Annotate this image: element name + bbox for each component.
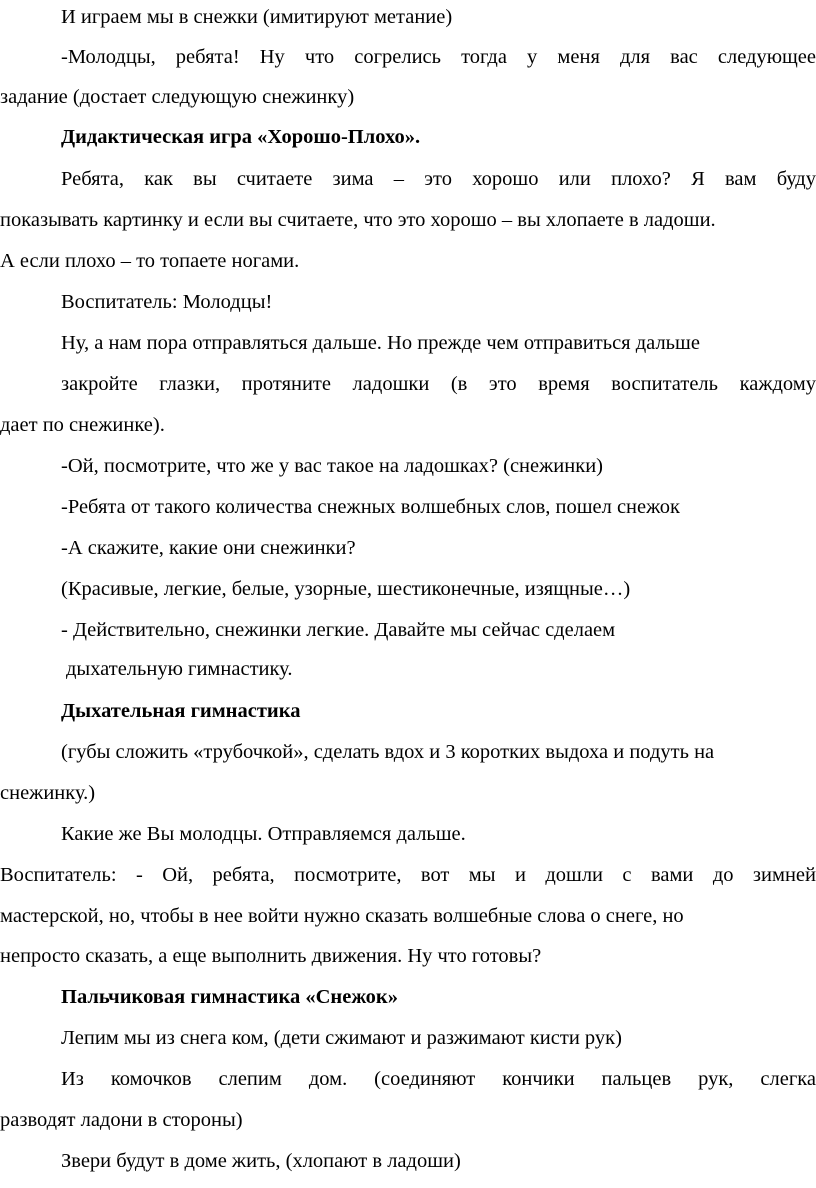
section-heading: Дидактическая игра «Хорошо-Плохо». [61,126,421,148]
text-line: разводят ладони в стороны) [0,1109,243,1131]
text-line: -Ребята от такого количества снежных волшебных слов, пошел снежок [61,496,680,518]
text-line: показывать картинку и если вы считаете, что это хорошо – вы хлопаете в ладоши. [0,209,716,231]
text-line: Воспитатель: - Ой, ребята, посмотрите, вот мы и дошли с вами до зимней [0,864,816,886]
text-line: -А скажите, какие они снежинки? [61,537,356,559]
section-heading: Пальчиковая гимнастика «Снежок» [61,986,398,1008]
text-line: снежинку.) [0,782,96,804]
text-line: Ну, а нам пора отправляться дальше. Но прежде чем отправиться дальше [61,332,700,354]
text-line: Ребята, как вы считаете зима – это хорошо или плохо? Я вам буду [61,168,816,190]
text-line: Из комочков слепим дом. (соединяют кончики пальцев рук, слегка [61,1068,816,1090]
text-line: задание (достает следующую снежинку) [0,86,355,108]
section-heading: Дыхательная гимнастика [61,700,301,722]
text-line: Воспитатель: Молодцы! [61,291,273,313]
text-line: -Ой, посмотрите, что же у вас такое на ладошках? (снежинки) [61,455,603,477]
text-line: дыхательную гимнастику. [66,658,293,680]
text-line: Звери будут в доме жить, (хлопают в ладоши) [61,1150,461,1172]
text-line: дает по снежинке). [0,414,165,436]
text-line: мастерской, но, чтобы в нее войти нужно сказать волшебные слова о снеге, но [0,905,684,927]
text-line: Лепим мы из снега ком, (дети сжимают и разжимают кисти рук) [61,1027,622,1049]
text-line: - Действительно, снежинки легкие. Давайте мы сейчас сделаем [61,619,616,641]
text-line: (Красивые, легкие, белые, узорные, шестиконечные, изящные…) [61,578,631,600]
text-line: закройте глазки, протяните ладошки (в это время воспитатель каждому [61,373,816,395]
text-line: И играем мы в снежки (имитируют метание) [61,6,453,28]
text-line: -Молодцы, ребята! Ну что согрелись тогда у меня для вас следующее [61,46,816,68]
text-line: непросто сказать, а еще выполнить движения. Ну что готовы? [0,945,542,967]
text-line: Какие же Вы молодцы. Отправляемся дальше. [61,823,466,845]
text-line: А если плохо – то топаете ногами. [0,250,300,272]
text-line: (губы сложить «трубочкой», сделать вдох и 3 коротких выдоха и подуть на [61,741,715,763]
